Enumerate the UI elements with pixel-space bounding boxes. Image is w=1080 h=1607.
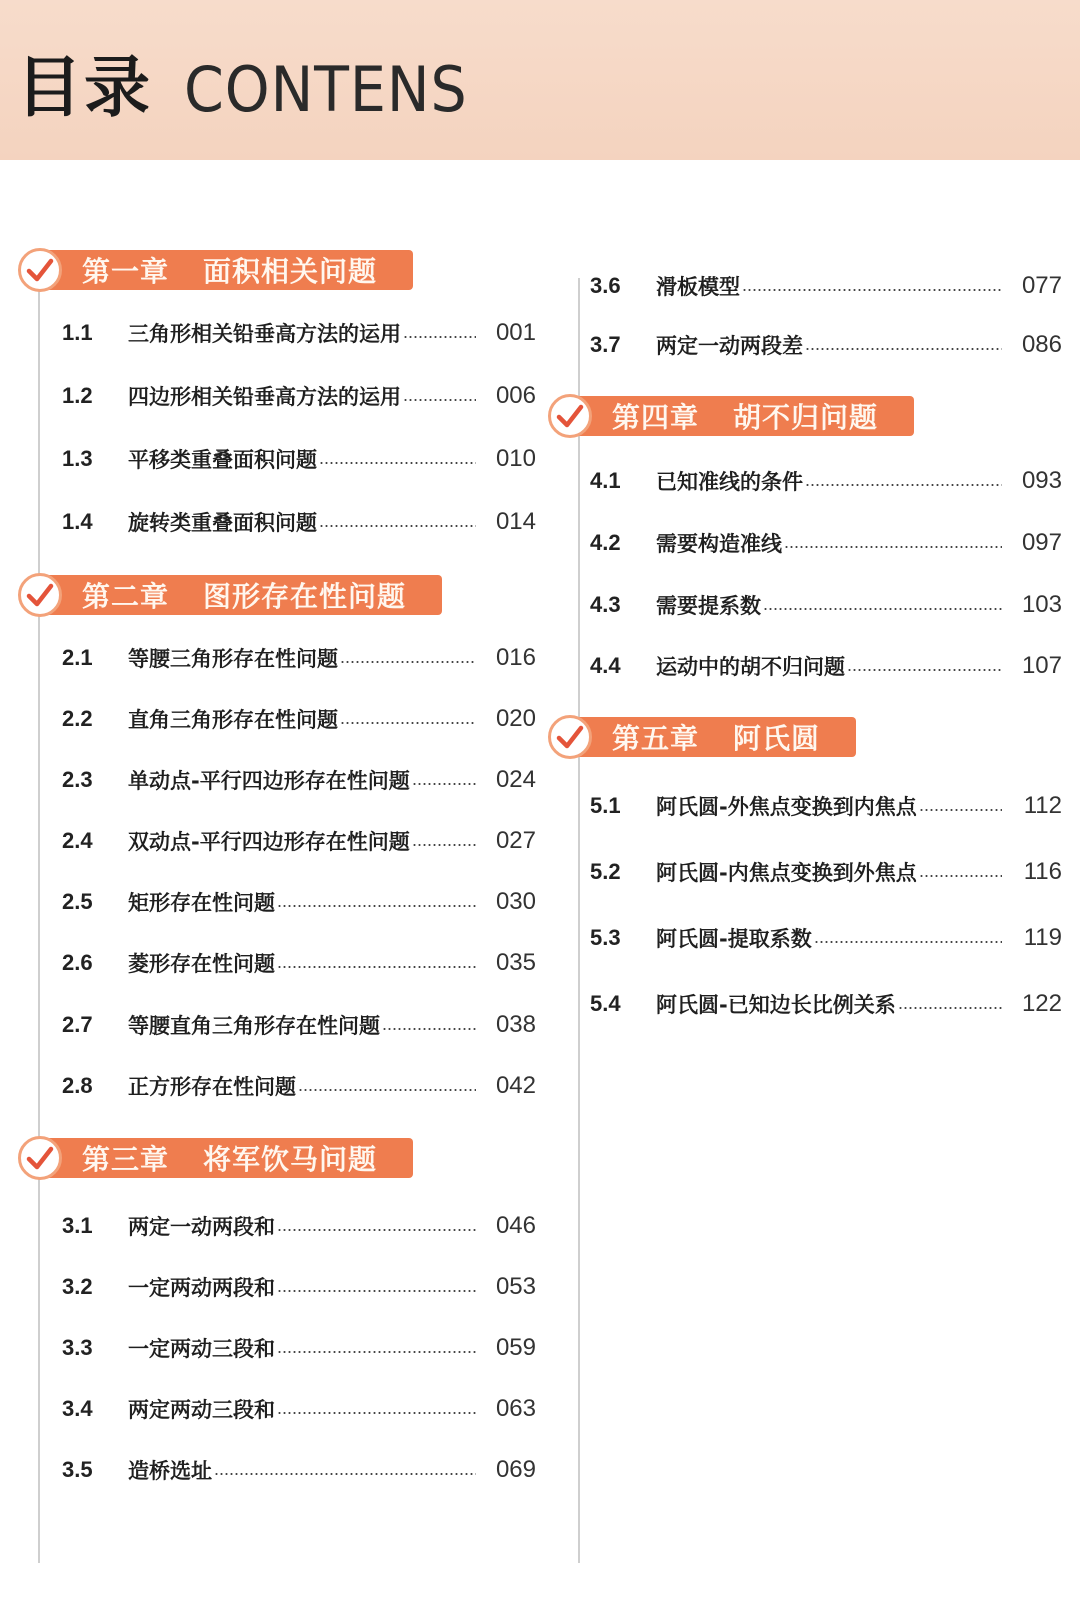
chapter-name: 胡不归问题 (733, 401, 879, 434)
check-circle-icon (548, 394, 592, 438)
chapter-name: 面积相关问题 (203, 255, 378, 288)
entry-title: 两定一动两段和 (128, 1215, 275, 1239)
entry-page-number: 116 (1023, 858, 1062, 885)
chapter-header (548, 715, 856, 759)
dot-leader (898, 1006, 1002, 1010)
toc-entry[interactable] (18, 1071, 536, 1101)
dot-leader (340, 660, 476, 664)
entry-title: 三角形相关铅垂高方法的运用 (128, 322, 401, 346)
entry-title: 一定两动三段和 (128, 1337, 275, 1361)
entry-number: 2.6 (62, 950, 93, 975)
entry-number: 3.7 (590, 332, 621, 357)
check-circle-icon (18, 573, 62, 617)
chapter-number: 第一章 (82, 255, 170, 288)
entry-page-number: 059 (495, 1334, 536, 1361)
entry-number: 5.4 (590, 991, 621, 1016)
entry-page-number: 063 (495, 1395, 536, 1422)
entry-page-number: 097 (1021, 529, 1062, 556)
entry-number: 5.2 (590, 859, 621, 884)
entry-number: 1.2 (62, 383, 93, 408)
dot-leader (277, 1289, 476, 1293)
entry-title: 滑板模型 (656, 275, 740, 299)
entry-page-number: 010 (495, 445, 536, 472)
dot-leader (277, 1411, 476, 1415)
entry-page-number: 042 (495, 1072, 536, 1099)
chapter-header (548, 394, 914, 438)
chapter-title-bar (570, 396, 914, 436)
entry-page-number: 038 (495, 1011, 536, 1038)
entry-number: 3.3 (62, 1335, 93, 1360)
chapter-number: 第三章 (82, 1143, 170, 1176)
toc-entry[interactable] (548, 330, 1062, 360)
entry-page-number: 077 (1021, 272, 1062, 299)
entry-number: 4.3 (590, 592, 621, 617)
entry-number: 2.4 (62, 828, 93, 853)
dot-leader (742, 288, 1002, 292)
entry-page-number: 020 (495, 705, 536, 732)
toc-entry[interactable] (18, 765, 536, 795)
chapter-title-bar (40, 575, 442, 615)
entry-title: 运动中的胡不归问题 (656, 655, 845, 679)
chapter-header (18, 573, 442, 617)
dot-leader (784, 545, 1002, 549)
dot-leader (412, 782, 476, 786)
entry-number: 4.2 (590, 530, 621, 555)
entry-title: 平移类重叠面积问题 (128, 448, 317, 472)
page-title-en: CONTENS (184, 53, 468, 126)
check-circle-icon (18, 1136, 62, 1180)
dot-leader (340, 721, 476, 725)
entry-number: 1.4 (62, 509, 93, 534)
entry-number: 3.1 (62, 1213, 93, 1238)
toc-entry[interactable] (18, 1333, 536, 1363)
entry-number: 3.6 (590, 273, 621, 298)
dot-leader (277, 965, 476, 969)
chapter-name: 图形存在性问题 (203, 580, 407, 613)
chapter-number: 第二章 (82, 580, 170, 613)
toc-entry[interactable] (18, 704, 536, 734)
entry-title: 旋转类重叠面积问题 (128, 511, 317, 535)
entry-title: 双动点-平行四边形存在性问题 (128, 830, 410, 854)
dot-leader (319, 524, 476, 528)
dot-leader (214, 1472, 476, 1476)
entry-title: 菱形存在性问题 (128, 952, 275, 976)
toc-entry[interactable] (548, 528, 1062, 558)
entry-title: 阿氏圆-内焦点变换到外焦点 (656, 861, 917, 885)
dot-leader (805, 483, 1002, 487)
toc-entry[interactable] (18, 887, 536, 917)
entry-number: 3.4 (62, 1396, 93, 1421)
entry-title: 单动点-平行四边形存在性问题 (128, 769, 410, 793)
entry-title: 等腰直角三角形存在性问题 (128, 1014, 380, 1038)
entry-number: 2.3 (62, 767, 93, 792)
entry-number: 4.4 (590, 653, 621, 678)
toc-entry[interactable] (18, 826, 536, 856)
entry-page-number: 024 (495, 766, 536, 793)
entry-page-number: 069 (495, 1456, 536, 1483)
chapter-header (18, 1136, 413, 1180)
entry-page-number: 053 (495, 1273, 536, 1300)
chapter-header (18, 248, 413, 292)
entry-page-number: 046 (495, 1212, 536, 1239)
toc-entry[interactable] (18, 1394, 536, 1424)
entry-title: 已知准线的条件 (656, 470, 803, 494)
entry-page-number: 014 (495, 508, 536, 535)
chapter-title-bar (40, 1138, 413, 1178)
entry-title: 需要提系数 (656, 594, 761, 618)
entry-page-number: 103 (1021, 591, 1062, 618)
toc-entry[interactable] (18, 1272, 536, 1302)
dot-leader (805, 347, 1002, 351)
toc-entry[interactable] (18, 444, 536, 474)
entry-title: 等腰三角形存在性问题 (128, 647, 338, 671)
toc-entry[interactable] (18, 318, 536, 348)
chapter-number: 第四章 (612, 401, 700, 434)
entry-page-number: 027 (495, 827, 536, 854)
entry-number: 4.1 (590, 468, 621, 493)
entry-title: 正方形存在性问题 (128, 1075, 296, 1099)
toc-entry[interactable] (18, 1455, 536, 1485)
toc-entry[interactable] (548, 857, 1062, 887)
dot-leader (277, 904, 476, 908)
entry-title: 造桥选址 (128, 1459, 212, 1483)
entry-page-number: 093 (1021, 467, 1062, 494)
chapter-name: 将军饮马问题 (203, 1143, 378, 1176)
chapter-name: 阿氏圆 (733, 722, 821, 755)
entry-number: 3.2 (62, 1274, 93, 1299)
toc-entry[interactable] (548, 466, 1062, 496)
entry-title: 阿氏圆-提取系数 (656, 927, 812, 951)
entry-page-number: 016 (495, 644, 536, 671)
entry-page-number: 112 (1023, 792, 1062, 819)
entry-number: 1.1 (62, 320, 93, 345)
check-circle-icon (18, 248, 62, 292)
entry-page-number: 030 (495, 888, 536, 915)
entry-title: 阿氏圆-已知边长比例关系 (656, 993, 896, 1017)
toc-entry[interactable] (18, 948, 536, 978)
check-circle-icon (548, 715, 592, 759)
toc-entry[interactable] (548, 590, 1062, 620)
chapter-number: 第五章 (612, 722, 700, 755)
dot-leader (919, 808, 1002, 812)
entry-page-number: 086 (1021, 331, 1062, 358)
toc-entry[interactable] (548, 989, 1062, 1019)
dot-leader (412, 843, 476, 847)
entry-number: 1.3 (62, 446, 93, 471)
entry-number: 5.3 (590, 925, 621, 950)
dot-leader (814, 940, 1002, 944)
entry-number: 3.5 (62, 1457, 93, 1482)
entry-page-number: 107 (1021, 652, 1062, 679)
toc-entry[interactable] (548, 923, 1062, 953)
entry-title: 一定两动两段和 (128, 1276, 275, 1300)
dot-leader (298, 1088, 476, 1092)
toc-entry[interactable] (18, 1211, 536, 1241)
page-title: 目录 (16, 49, 152, 126)
dot-leader (763, 607, 1002, 611)
toc-entry[interactable] (18, 1010, 536, 1040)
dot-leader (319, 461, 476, 465)
entry-title: 需要构造准线 (656, 532, 782, 556)
entry-page-number: 035 (495, 949, 536, 976)
entry-number: 2.5 (62, 889, 93, 914)
entry-title: 两定一动两段差 (656, 334, 803, 358)
entry-number: 5.1 (590, 793, 621, 818)
entry-number: 2.8 (62, 1073, 93, 1098)
dot-leader (403, 398, 476, 402)
entry-page-number: 119 (1023, 924, 1062, 951)
entry-number: 2.2 (62, 706, 93, 731)
left-divider-line (38, 285, 40, 1563)
entry-title: 两定两动三段和 (128, 1398, 275, 1422)
entry-page-number: 006 (495, 382, 536, 409)
dot-leader (919, 874, 1002, 878)
dot-leader (403, 335, 476, 339)
toc-entry[interactable] (18, 381, 536, 411)
entry-number: 2.7 (62, 1012, 93, 1037)
chapter-title-bar (40, 250, 413, 290)
toc-entry[interactable] (18, 643, 536, 673)
dot-leader (277, 1350, 476, 1354)
entry-title: 矩形存在性问题 (128, 891, 275, 915)
header-band (0, 0, 1080, 160)
entry-title: 阿氏圆-外焦点变换到内焦点 (656, 795, 917, 819)
toc-entry[interactable] (548, 271, 1062, 301)
toc-entry[interactable] (548, 651, 1062, 681)
dot-leader (847, 668, 1002, 672)
toc-entry[interactable] (548, 791, 1062, 821)
dot-leader (277, 1228, 476, 1232)
chapter-title-bar (570, 717, 856, 757)
dot-leader (382, 1027, 476, 1031)
entry-page-number: 001 (495, 319, 536, 346)
entry-title: 四边形相关铅垂高方法的运用 (128, 385, 401, 409)
entry-title: 直角三角形存在性问题 (128, 708, 338, 732)
entry-page-number: 122 (1021, 990, 1062, 1017)
toc-entry[interactable] (18, 507, 536, 537)
entry-number: 2.1 (62, 645, 93, 670)
